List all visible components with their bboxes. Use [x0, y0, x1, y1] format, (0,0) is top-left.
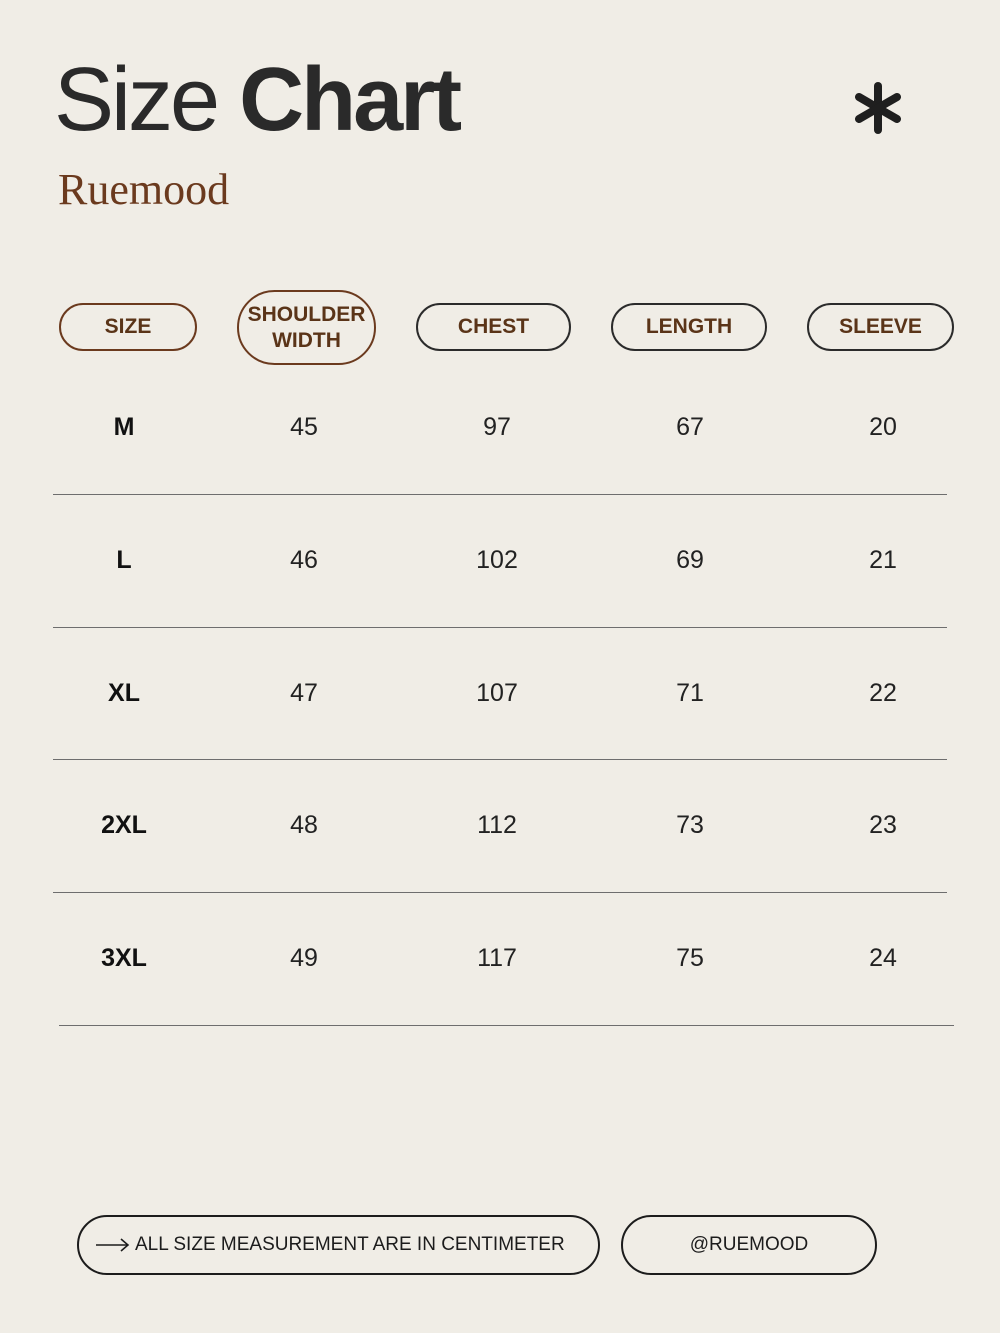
sleeve-cell: 21 — [869, 546, 897, 574]
table-row-2xl — [0, 759, 1000, 892]
length-cell: 69 — [676, 546, 704, 574]
size-cell: XL — [108, 679, 140, 707]
social-handle[interactable] — [621, 1215, 877, 1275]
size-cell: 3XL — [101, 944, 147, 972]
size-cell: L — [116, 546, 132, 574]
column-header-sleeve: SLEEVE — [807, 303, 954, 351]
column-header-shoulder-width: SHOULDER WIDTH — [237, 290, 376, 365]
table-row-l — [0, 494, 1000, 627]
shoulder-cell: 49 — [290, 944, 318, 972]
chest-cell: 112 — [477, 811, 517, 839]
chest-cell: 117 — [477, 944, 517, 972]
column-header-length: LENGTH — [611, 303, 767, 351]
asterisk-icon — [850, 80, 906, 136]
length-cell: 71 — [676, 679, 704, 707]
title-bold: Chart — [239, 50, 460, 150]
column-header-chest: CHEST — [416, 303, 571, 351]
length-cell: 73 — [676, 811, 704, 839]
sleeve-cell: 20 — [869, 413, 897, 441]
table-row-xl — [0, 627, 1000, 760]
title-light: Size — [54, 50, 218, 150]
sleeve-cell: 24 — [869, 944, 897, 972]
shoulder-cell: 46 — [290, 546, 318, 574]
chest-cell: 107 — [476, 679, 518, 707]
size-cell: M — [113, 413, 135, 441]
arrow-right-icon — [95, 1237, 131, 1253]
sleeve-cell: 22 — [869, 679, 897, 707]
social-handle-text: @RUEMOOD — [689, 1234, 809, 1255]
chest-cell: 97 — [483, 413, 511, 441]
measurement-note-text: ALL SIZE MEASUREMENT ARE IN CENTIMETER — [135, 1234, 565, 1255]
table-row-m — [0, 361, 1000, 494]
table-row-3xl — [0, 892, 1000, 1025]
sleeve-cell: 23 — [869, 811, 897, 839]
shoulder-cell: 45 — [290, 413, 318, 441]
length-cell: 67 — [676, 413, 704, 441]
length-cell: 75 — [676, 944, 704, 972]
size-cell: 2XL — [101, 811, 147, 839]
shoulder-cell: 47 — [290, 679, 318, 707]
measurement-note — [77, 1215, 600, 1275]
shoulder-cell: 48 — [290, 811, 318, 839]
page-title — [54, 50, 459, 150]
chest-cell: 102 — [476, 546, 518, 574]
row-divider — [59, 1025, 954, 1026]
column-header-size: SIZE — [59, 303, 197, 351]
brand-name: Ruemood — [58, 165, 230, 214]
